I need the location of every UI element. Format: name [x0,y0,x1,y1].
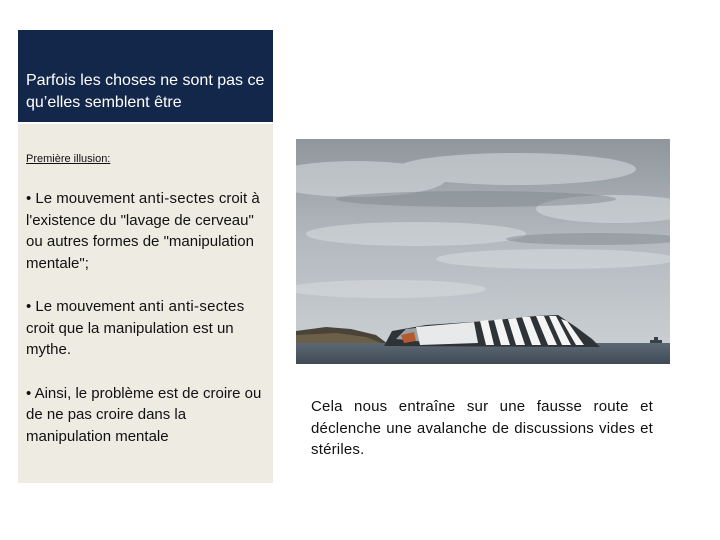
bullet-emphasis: anti-sectes [138,190,215,207]
bullet-text: croit à l'existence du "lavage de cerveau" ou autres formes de "manipulation mentale"; [26,190,260,272]
bullet-item [26,188,265,274]
ship-illustration [296,139,670,364]
bullet-text: croit que la manipulation est un mythe. [26,319,234,358]
bullet-emphasis: anti anti-sectes [138,298,245,315]
capsized-ship-photo [296,139,670,364]
bullet-prefix: • Le mouvement [26,298,139,315]
bullet-item [26,296,265,361]
slide-title-text: Parfois les choses ne sont pas ce qu’elles semblent être [26,72,265,111]
bullet-item [26,383,265,448]
bullet-prefix: • Le mouvement [26,190,139,207]
distant-boat [650,340,662,343]
content-panel [18,124,273,483]
caption-text: Cela nous entraîne sur une fausse route et déclenche une avalanche de discussions vides et stériles. [311,398,653,458]
slide-title [18,30,273,122]
bullet-prefix: • Ainsi, le problème est de croire ou de ne pas croire dans la manipulation mentale [26,384,262,445]
subheading: Première illusion: [26,153,111,165]
